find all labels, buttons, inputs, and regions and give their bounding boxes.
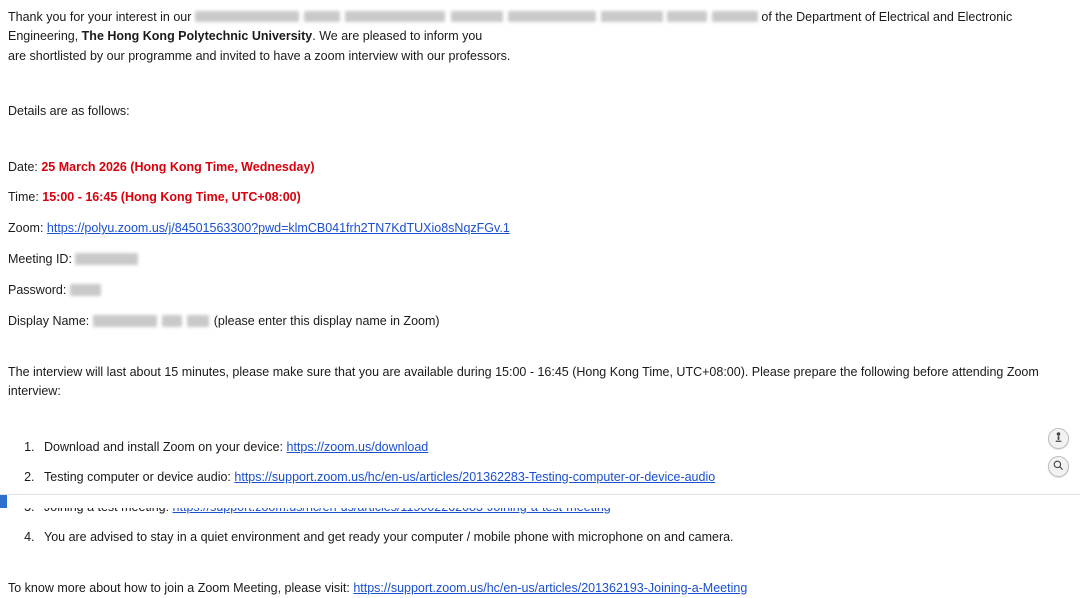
intro-text-before: Thank you for your interest in our: [8, 10, 195, 24]
list-item: [38, 438, 1070, 457]
redacted-programme-name-6: [601, 11, 663, 22]
intro-second-line: are shortlisted by our programme and invited to have a zoom interview with our professors.: [8, 48, 511, 63]
feedback-icon[interactable]: [1048, 428, 1069, 449]
university-name: The Hong Kong Polytechnic University: [81, 29, 313, 44]
zoom-meeting-link[interactable]: https://polyu.zoom.us/j/84501563300?pwd=klmCB041frh2TN7KdTUXio8sNqzFGv.1: [46, 221, 510, 236]
feedback-glyph: [1054, 432, 1063, 443]
intro-text-tail: . We are pleased to inform you: [312, 29, 483, 44]
time-row: [8, 188, 1070, 207]
time-value: 15:00 - 16:45 (Hong Kong Time, UTC+08:00): [42, 190, 301, 205]
redacted-programme-name-8: [712, 11, 758, 22]
zoom-search-icon[interactable]: [1048, 456, 1069, 477]
redacted-display-name-3: [187, 315, 209, 327]
intro-text-after: of the Department of Electrical and Electronic Engineering,: [8, 10, 1013, 44]
zoom-row: [8, 219, 1070, 238]
meeting-id-row: [8, 250, 1070, 269]
display-name-label: Display Name:: [8, 313, 93, 328]
zoom-download-link[interactable]: https://zoom.us/download: [286, 439, 429, 454]
redacted-programme-name-1: [195, 11, 299, 22]
test-audio-link[interactable]: https://support.zoom.us/hc/en-us/articles/201362283-Testing-computer-or-device-audio: [234, 469, 716, 484]
step-text: Download and install Zoom on your device:: [44, 439, 287, 454]
closing-paragraph: [8, 579, 1070, 598]
redacted-programme-name-3: [345, 11, 445, 22]
redacted-display-name-1: [93, 315, 157, 327]
redacted-programme-name-4: [451, 11, 503, 22]
redacted-display-name-2: [162, 315, 182, 327]
redacted-programme-name-2: [304, 11, 340, 22]
list-item: [38, 468, 1070, 487]
password-label: Password:: [8, 283, 70, 297]
details-heading: Details are as follows:: [8, 104, 130, 119]
meeting-id-label: Meeting ID:: [8, 252, 76, 267]
date-label: Date:: [8, 159, 42, 174]
time-label: Time:: [8, 190, 43, 205]
redacted-programme-name-5: [508, 11, 596, 22]
step-text: Testing computer or device audio:: [44, 469, 235, 484]
display-name-row: [8, 312, 1070, 331]
zoom-label: Zoom:: [8, 221, 47, 236]
magnifier-glyph: [1053, 460, 1064, 471]
joining-meeting-link[interactable]: https://support.zoom.us/hc/en-us/articles/201362193-Joining-a-Meeting: [353, 580, 748, 595]
step-text: You are advised to stay in a quiet environment and get ready your computer / mobile phone with microphone on and camera.: [44, 530, 734, 545]
footer-accent-bar: [0, 495, 7, 508]
footer-strip: [0, 494, 1080, 508]
floating-controls: [1048, 428, 1068, 484]
redacted-programme-name-7: [667, 11, 707, 22]
date-value: 25 March 2026 (Hong Kong Time, Wednesday): [41, 159, 315, 174]
date-row: [8, 158, 1070, 177]
duration-note: The interview will last about 15 minutes, please make sure that you are available during 15:00 - 16:45 (Hong Kong Time, UTC+08:00). Please prepare the following before attending Zoom interview:: [8, 364, 1039, 399]
intro-paragraph: [8, 8, 1070, 66]
display-name-suffix: (please enter this display name in Zoom): [213, 313, 440, 328]
redacted-meeting-id: [75, 253, 138, 265]
list-item: [38, 528, 1070, 547]
preparation-steps-list: [8, 438, 1070, 548]
closing-text: To know more about how to join a Zoom Meeting, please visit:: [8, 580, 354, 595]
password-row: [8, 281, 1070, 300]
redacted-password: [70, 284, 101, 296]
